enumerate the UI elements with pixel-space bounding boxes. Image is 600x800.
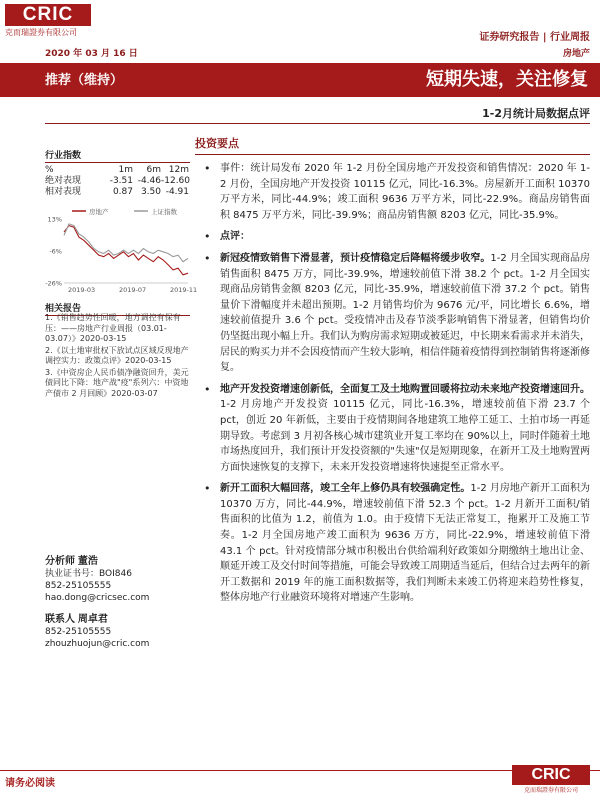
- performance-chart: [42, 205, 198, 300]
- construction-heading: 新开工面积大幅回落，竣工全年上修仍具有较强确定性。: [220, 483, 471, 495]
- contact-heading: [45, 614, 190, 626]
- report-date: 2020 年 03 月 16 日: [45, 49, 138, 59]
- footer-logo: [512, 765, 590, 795]
- sales-paragraph: [195, 251, 590, 376]
- cell: -4.91: [165, 187, 189, 197]
- bullet-icon: •: [204, 382, 211, 396]
- cell: -3.51: [109, 176, 133, 186]
- legend-label: 房地产: [89, 208, 109, 216]
- rating: 推荐（维持）: [45, 73, 124, 88]
- related-report-item[interactable]: 2.《以土地审批权下放试点区域反现地产调控实力：政策点评》2020-03-15: [45, 345, 189, 365]
- contact-email[interactable]: zhouzhuojun@cric.com: [45, 639, 150, 649]
- footer-logo-subtitle: 克而瑞證券有限公司: [523, 787, 578, 794]
- x-tick-label: 2019-03: [68, 286, 96, 294]
- performance-table: [45, 165, 190, 198]
- event-text: 事件：统计局发布 2020 年 1-2 月份全国房地产开发投资和销售情况：2020 年 1-2 月份，全国房地产开发投资 10115 亿元，同比-16.3%。房屋新开工面积 10370 万平方米，同比-44.9%；竣工面积 9636 万平方米，同比-22.9%。商品房销售面积 8475 万平方米，同比-39.9%；商品房销售额 8203 亿元，同比-35.9%。: [220, 163, 590, 221]
- comment-label-paragraph: [195, 229, 590, 245]
- event-paragraph: [195, 161, 590, 223]
- series-line: [64, 226, 188, 275]
- analyst-info: [45, 556, 190, 650]
- header-divider: [45, 123, 590, 124]
- contact-role: 联系人: [45, 614, 75, 625]
- related-report-item[interactable]: 3.《中资房企人民币债净融资回升，美元债同比下降：地产战"疫"系列六：中资地产债市 2 月回顾》2020-03-07: [45, 367, 189, 398]
- industry-index: [45, 148, 190, 198]
- x-tick-label: 2019-07: [119, 286, 147, 294]
- related-reports-heading: 相关报告: [45, 301, 190, 316]
- y-tick-label: -26%: [45, 279, 62, 288]
- x-tick-label: 2019-11: [170, 286, 198, 294]
- bullet-icon: •: [204, 162, 211, 175]
- related-reports-list: [45, 313, 190, 400]
- performance-row: [45, 176, 190, 187]
- logo-mark: CRIC: [5, 4, 91, 26]
- industry-label: 房地产: [562, 49, 590, 59]
- row-label: 相对表现: [45, 187, 82, 197]
- analyst-name: 董浩: [77, 556, 98, 567]
- page-subtitle: 1-2月统计局数据点评: [482, 107, 590, 120]
- bullet-icon: •: [204, 251, 211, 265]
- construction-paragraph: [195, 481, 590, 606]
- series-line: [64, 224, 188, 262]
- y-tick-label: 13%: [47, 215, 62, 224]
- footer-logo-mark: CRIC: [512, 765, 590, 785]
- bullet-icon: •: [204, 230, 211, 244]
- analyst-role: 分析师: [45, 556, 75, 567]
- investment-heading: 地产开发投资增速创新低，全面复工及土地购置回暖将拉动未来地产投资增速回升。: [220, 383, 590, 395]
- page-title: 短期失速，关注修复: [426, 69, 588, 90]
- company-logo: [5, 4, 165, 37]
- cell: -4.46: [137, 176, 161, 186]
- footer-notice: 请务必阅读: [5, 778, 55, 789]
- comment-label: 点评：: [220, 231, 250, 243]
- analyst-phone: 852-25105555: [45, 581, 112, 591]
- cell: 3.50: [140, 187, 161, 197]
- construction-text: 1-2 月房地产新开工面积为 10370 万方，同比-44.9%，增速较前值下滑 52.3 个 pct。1-2 月新开工面积/销售面积的比值为 1.2，前值为 1.0。由于疫情下无法正常复工，拖累开工及施工节奏。1-2 月全国房地产竣工面积为 9636 万方，同比-22.9%，增速较前值下滑 43.1 个 pct。针对疫情部分城市积极出台供给端利好政策如分期缴纳土地出让金、顺延开竣工及交付时间等措施，可能会导致竣工周期适当延后，但结合过去两年的新开工数据和 2019 年的施工面积数据等，我们判断未来竣工仍将迎来趋势性修复，整体房地产行业融资环境将对增速产生影响。: [220, 483, 591, 604]
- contact-phone: 852-25105555: [45, 627, 112, 637]
- related-report-item[interactable]: 1.《销售趋势性回暖，地方调控有保有压：——房地产行业周报（03.01-03.07）》2020-03-15: [45, 313, 181, 343]
- legend-label: 上证指数: [151, 208, 177, 216]
- header-cell: 6m: [146, 165, 161, 175]
- analyst-cert: 执业证书号：BOI846: [45, 569, 132, 579]
- bullet-icon: •: [204, 482, 211, 496]
- investment-text: 1-2 月房地产开发投资 10115 亿元，同比-16.3%，增速较前值下滑 23.7 个 pct，创近 20 年新低，主要由于疫情期间各地建筑工地停工延工、土拍市场一再延期导致。考虑到 3 月初各核心城市建筑业开复工率均在 90%以上，同时伴随着土地市场热度回升，我们预计开发投资额的"失速"仅是短期现象，在新开工及土地购置两方面快速恢复的支撑下，未来开发投资增速将快速提至正常水平。: [220, 399, 590, 473]
- header-cell: 12m: [168, 165, 189, 175]
- analyst-email[interactable]: hao.dong@cricsec.com: [45, 593, 150, 603]
- performance-header-row: [45, 165, 190, 176]
- header-cell: 1m: [118, 165, 133, 175]
- performance-row: [45, 187, 190, 198]
- sales-heading: 新冠疫情致销售下滑显著，预计疫情稳定后降幅将缓步收窄。: [220, 252, 491, 264]
- sales-text: 1-2 月全国实现商品房销售面积 8475 万方，同比-39.9%，增速较前值下滑 38.2 个 pct。1-2 月全国实现商品房销售金额 8203 亿元，同比-35.9%，增速较前值下滑 37.2 个 pct。销售量价下滑幅度并未超出预期。1-2 月销售均价为 9676 元/平，同比增长 6.6%，增速较前值提升 3.6 个 pct。受疫情冲击及春节淡季影响销售下滑显著，但销售均价仍坚挺出现小幅上升。我们认为购房需求短期或被延迟，中长期来看需求并未消失，居民的购买力并不会因疫情而产生较大影响，相信伴随着疫情得到控制销售将逐渐修复。: [220, 252, 590, 374]
- industry-index-title: 行业指数: [45, 148, 190, 163]
- footer-divider: [0, 770, 600, 771]
- cell: -12.60: [161, 176, 191, 186]
- cell: 0.87: [112, 187, 133, 197]
- contact-name: 周卓君: [77, 614, 108, 625]
- report-type: 证券研究报告 | 行业周报: [479, 32, 590, 43]
- y-tick-label: -6%: [49, 247, 62, 256]
- row-label: 绝对表现: [45, 176, 82, 186]
- investment-paragraph: [195, 382, 590, 476]
- logo-subtitle: 克而瑞證券有限公司: [5, 28, 77, 37]
- key-points-title: 投资要点: [195, 135, 590, 155]
- header-cell: %: [45, 165, 54, 175]
- analyst-heading: [45, 556, 190, 568]
- main-content: [195, 135, 590, 612]
